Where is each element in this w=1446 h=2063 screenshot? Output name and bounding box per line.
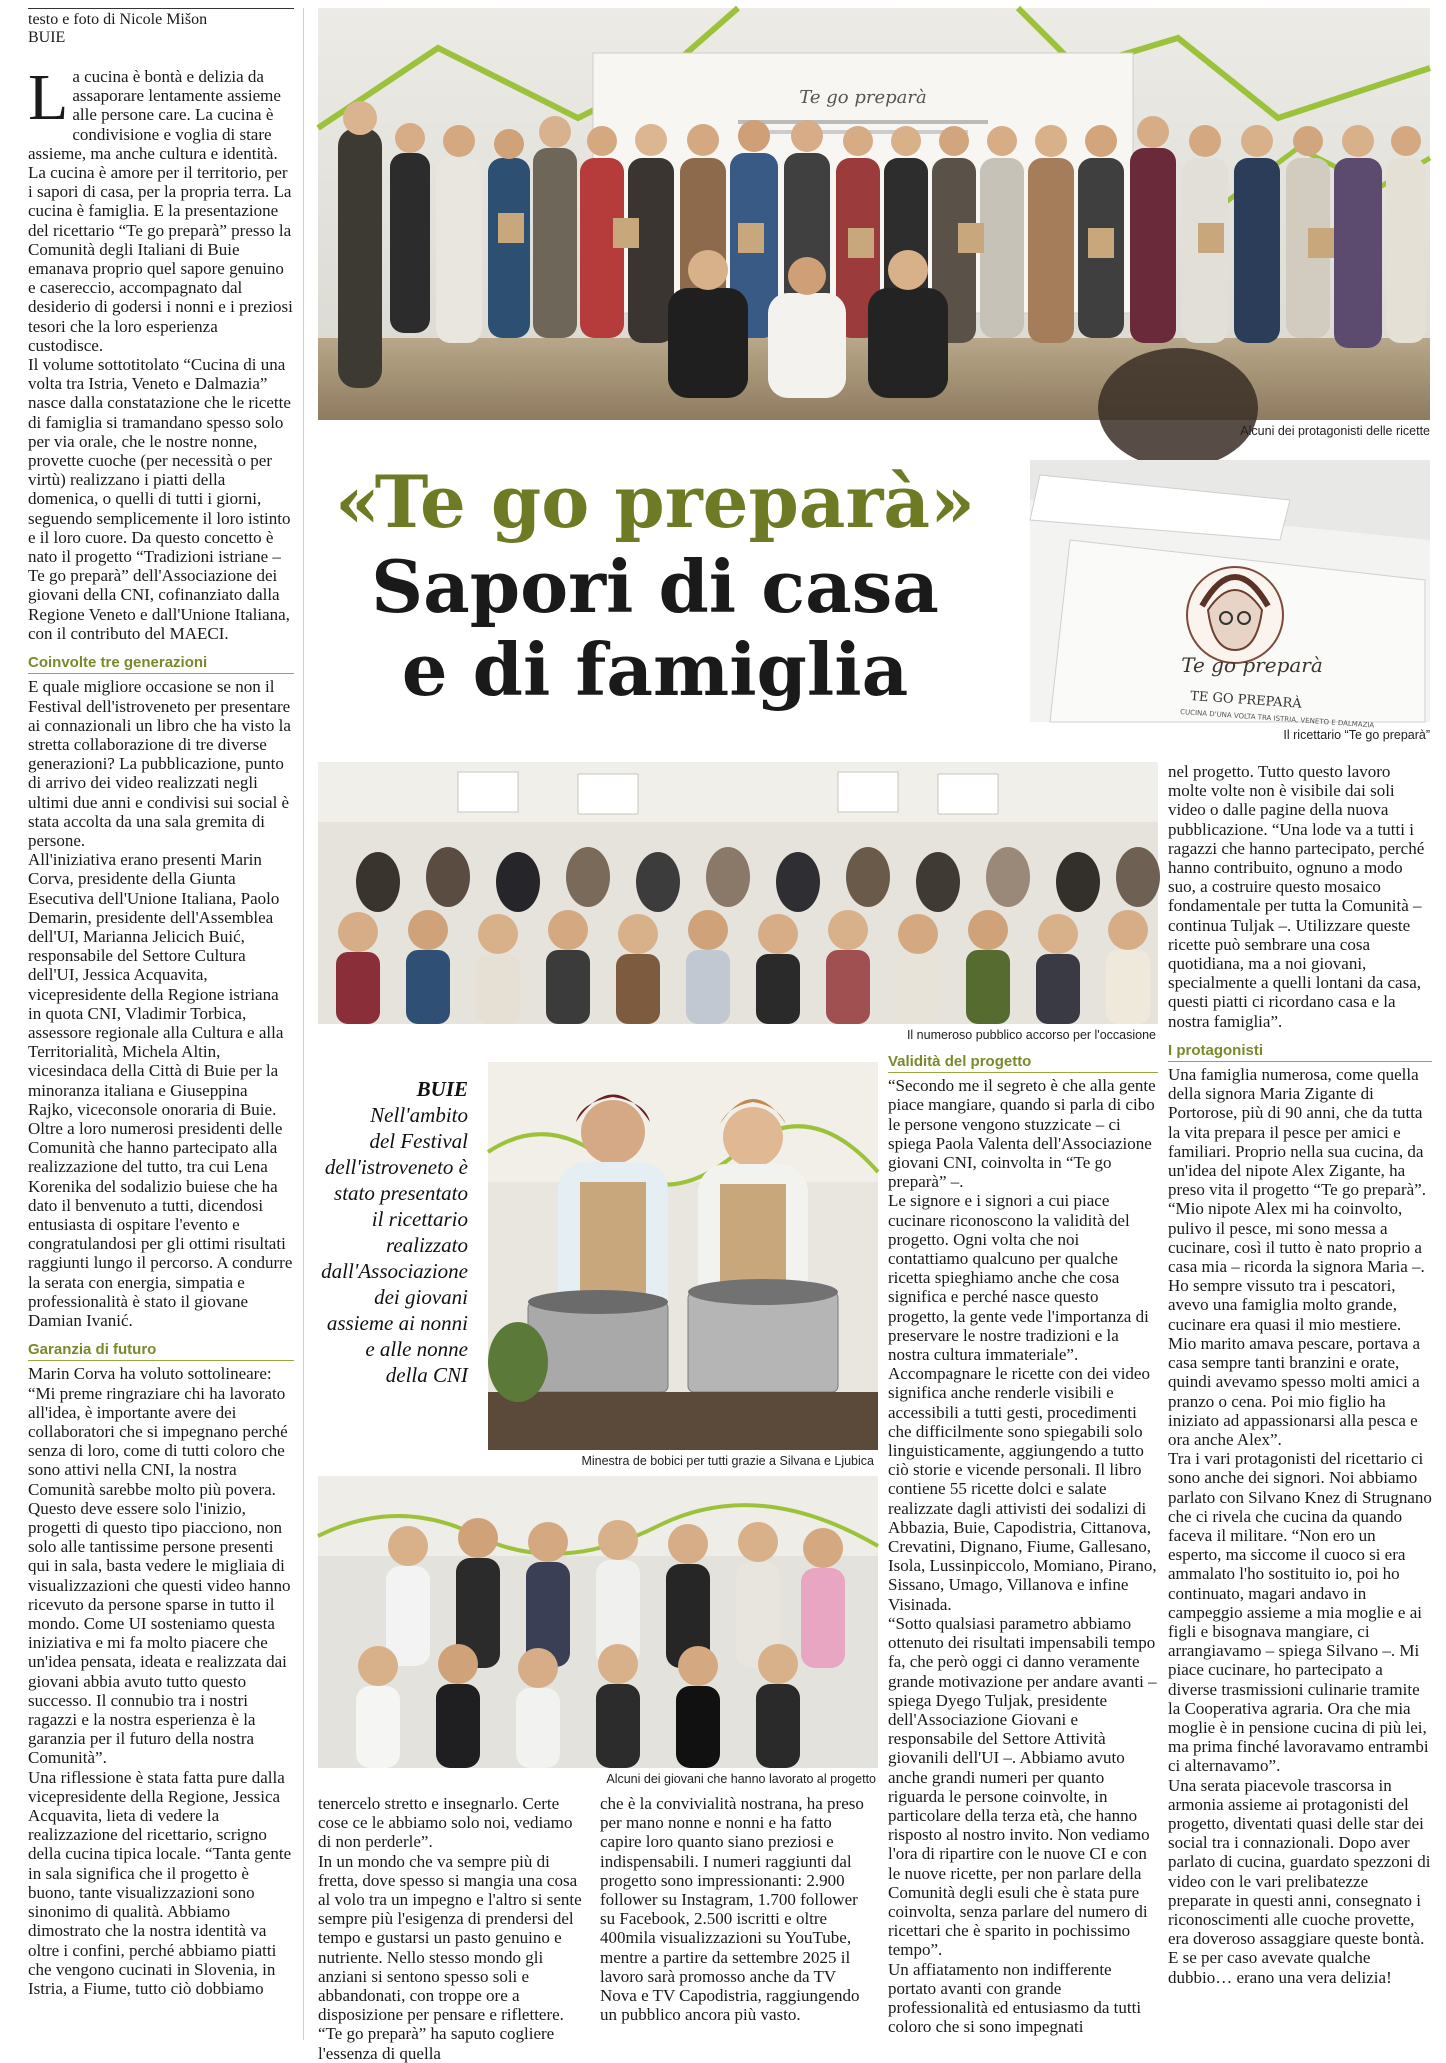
- lead-text: [318, 1076, 468, 1388]
- caption-audience: Il numeroso pubblico accorso per l'occasione: [906, 1028, 1156, 1042]
- paragraph: Marin Corva ha voluto sottolineare: “Mi preme ringraziare chi ha lavorato all'idea, è importante avere dei collaboratori che si impegnano perché senza di loro, come di tutti coloro che sono attivi nella CNI, la nostra Comunità sarebbe molto più povera. Questo deve essere solo l'inizio, progetti di questo tipo piacciono, non solo alle tantissime persone presenti qui in sala, basta vedere le migliaia di visualizzazioni che questi video hanno ricevuto da persone sparse in tutto il mondo. Come UI sosteniamo questa iniziativa e mi fa molto piacere che un'idea pensata, ideata e realizzata dai giovani abbia avuto tutto questo successo. Il connubio tra i nostri ragazzi e la nostra esperienza è la garanzia per il futuro della nostra Comunità”.: [28, 1364, 291, 1768]
- column-rule: [303, 8, 304, 2040]
- column-5: [1168, 762, 1432, 2040]
- byline: [28, 8, 294, 47]
- book-cover-image: [1030, 460, 1430, 730]
- column-4: [888, 1052, 1158, 2040]
- book-cover-title: Te go preparà: [1181, 653, 1323, 677]
- headline-line-1: Sapori di casa: [371, 544, 939, 629]
- headline-green: «Te go preparà»: [334, 459, 976, 544]
- caption-youth: Alcuni dei giovani che hanno lavorato al progetto: [606, 1772, 876, 1786]
- paragraph: che è la convivialità nostrana, ha preso per mano nonne e nonni e ha fatto capire loro quanto siano preziosi e indispensabili. I numeri raggiunti dal progetto sono impressionanti: 2.900 follower su Instagram, 1.700 follower su Facebook, 2.500 iscritti e oltre 400mila visualizzazioni su YouTube, mentre a partire da settembre 2025 il lavoro sarà promosso anche da TV Nova e TV Capodistria, raggiungendo un pubblico ancora più vasto.: [600, 1794, 864, 2025]
- lead-line: del Festival: [369, 1129, 468, 1153]
- paragraph: nel progetto. Tutto questo lavoro molte volte non è visibile dai soli video o dalle pagine della nuova pubblicazione. “Una lode va a tutti i ragazzi che hanno partecipato, perché hanno contribuito, ognuno a modo suo, a costruire questo mosaico fondamentale per tutta la Comunità – continua Tuljak –. Utilizzare queste ricette può sembrare una cosa quotidiana, ma a noi giovani, specialmente a quelli lontani da casa, questi piatti ci ricordano casa e la nostra famiglia”.: [1168, 762, 1425, 1031]
- paragraph: Una famiglia numerosa, come quella della signora Maria Zigante di Portorose, più di 90 anni, che da tutta la vita prepara il pesce per amici e familiari. Proprio nella sua cucina, da un'idea del nipote Alex Zigante, ha preso vita il progetto “Te go preparà”. “Mio nipote Alex mi ha coinvolto, pulivo il pesce, mi sono messa a cucinare, così il tutto è nato proprio a casa mia – ricorda la signora Maria –. Ho sempre vissuto tra i pescatori, avevo una famiglia molto grande, cucinare era quasi il mio mestiere. Mio marito amava pescare, portava a casa sempre tanti branzini e orate, quindi avevamo spesso molti amici a pranzo o cena. Poi mio figlio ha iniziato ad appassionarsi alla pesca e ora anche Alex”.: [1168, 1065, 1426, 1449]
- byline-text: testo e foto di Nicole Mišon: [28, 11, 208, 28]
- column-2: [318, 1794, 588, 2063]
- audience-image: [318, 762, 1158, 1024]
- photo-audience: [318, 762, 1158, 1024]
- caption-book: Il ricettario “Te go preparà”: [1283, 728, 1430, 742]
- paragraph: Accompagnare le ricette con dei video significa anche renderle visibili e accessibili a tutti gesti, procedimenti che difficilmente sono spiegabili solo linguisticamente, aggiungendo a tutto ciò storie e vicende personali. Il libro contiene 55 ricette dolci e salate realizzate dagli attivisti dei sodalizi di Abbazia, Buie, Capodistria, Cittanova, Crevatini, Dignano, Fiume, Gallesano, Isola, Lussinpiccolo, Momiano, Pirano, Sissano, Umago, Villanova e infine Visinada.: [888, 1364, 1157, 1614]
- subheading: Garanzia di futuro: [28, 1340, 294, 1361]
- paragraph: Una serata piacevole trascorsa in armonia assieme ai protagonisti del progetto, diventati quasi delle star dei social tra i connazionali. Dopo aver parlato di cucina, guardato spezzoni di video con le vari prelibatezze preparate in questi anni, consegnato i riconoscimenti alle cuoche provette, era doveroso assaggiare queste bontà. E se per caso avevate qualche dubbio… erano una vera delizia!: [1168, 1775, 1431, 1987]
- paragraph: Tra i vari protagonisti del ricettario ci sono anche dei signori. Noi abbiamo parlato con Silvano Knez di Strugnano che ci rivela che cucina da quando faceva il militare. “Non ero un esperto, ma siccome il cuoco si era ammalato l'ho sostituito io, poi ho continuato, magari andavo in campeggio assieme a mia moglie e ai figli e bisognava mangiare, ci arrangiavamo – spiega Silvano –. Mi piace cucinare, ho partecipato a diverse trasmissioni culinarie tramite la Cooperativa agraria. Ora che mia moglie è in pensione cucina di più lei, ma prima finché lavoravamo entrambi ci alternavamo”.: [1168, 1449, 1432, 1776]
- lead-line: della CNI: [385, 1363, 468, 1387]
- paragraph-text: a cucina è bontà e delizia da assaporare lentamente assieme alle persone care. La cucina è condivisione e voglia di stare assieme, ma anche cultura e identità. La cucina è amore per il territorio, per i sapori di casa, per la propria terra. La cucina è famiglia. E la presentazione del ricettario “Te go preparà” presso la Comunità degli Italiani di Buie emanava proprio quel sapore genuino e casereccio, accompagnato dal desiderio di godersi i nonni e i preziosi tesori che la loro esperienza custodisce.: [28, 67, 293, 355]
- lead-line: il ricettario: [371, 1207, 468, 1231]
- lead-line: assieme ai nonni: [326, 1311, 468, 1335]
- dateline: BUIE: [28, 29, 66, 46]
- paragraph: [28, 61, 294, 355]
- paragraph: “Sotto qualsiasi parametro abbiamo ottenuto dei risultati impensabili tempo fa, che però oggi ci danno veramente grande motivazione per andare avanti – spiega Dyego Tuljak, presidente dell'Associazione Giovani e responsabile del Settore Attività giovanili dell'UI –. Abbiamo avuto anche grandi numeri per quanto riguarda le persone coinvolte, in particolare della terza età, che hanno risposto al nostro invito. Non vediamo l'ora di ripartire con le nuove CI e con le nuove ricette, per non parlare della Comunità degli esuli che è stata pure coinvolta, senza parlare del numero di ricettari che è sparito in pochissimo tempo”.: [888, 1613, 1157, 1960]
- photo-cooking: [488, 1062, 878, 1450]
- group-photo-image: [318, 8, 1430, 420]
- column-3: [600, 1794, 874, 2040]
- lead-place: BUIE: [416, 1077, 468, 1101]
- lead-line: realizzato: [385, 1233, 468, 1257]
- subheading: Validità del progetto: [888, 1052, 1158, 1073]
- youth-image: [318, 1476, 878, 1768]
- book-spine-title: TE GO PREPARÀ: [1189, 689, 1303, 712]
- paragraph: E quale migliore occasione se non il Festival dell'istroveneto per presentare ai connazionali un libro che ha visto la stretta collaborazione di tre diverse generazioni? La pubblicazione, punto di arrivo dei video realizzati negli ultimi due anni e condivisi sui social è stata accolta da una sala gremita di persone.: [28, 677, 291, 850]
- paragraph: Il volume sottotitolato “Cucina di una volta tra Istria, Veneto e Dalmazia” nasce dalla constatazione che le ricette di famiglia si tramandano spesso solo per via orale, che le nostre nonne, provette cuoche (per necessità o per virtù) realizzano i piatti della domenica, o quelli di tutti i giorni, seguendo semplicemente il loro istinto e il loro cuore. Da questo concetto è nato il progetto “Tradizioni istriane – Te go preparà” dell'Associazione dei giovani della CNI, cofinanziato dalla Regione Veneto e dall'Unione Italiana, con il contributo del MAECI.: [28, 355, 291, 643]
- caption-cooking: Minestra de bobici per tutti grazie a Silvana e Ljubica: [581, 1454, 874, 1468]
- lead-line: Nell'ambito: [370, 1103, 468, 1127]
- cooking-image: [488, 1062, 878, 1450]
- paragraph: Le signore e i signori a cui piace cucinare riconoscono la validità del progetto. Ogni volta che noi contattiamo qualcuno per qualche ricetta spieghiamo anche che cosa significa e perché nasce questo progetto, la gente vede l'importanza di preservare le nostre tradizioni e la nostra cultura immateriale”.: [888, 1191, 1149, 1365]
- paragraph: Un affiatamento non indifferente portato avanti con grande professionalità ed entusiasmo da tutti coloro che si sono impegnati: [888, 1959, 1142, 2037]
- paragraph: tenercelo stretto e insegnarlo. Certe cose ce le abbiamo solo noi, vediamo di non perderle”.: [318, 1794, 573, 1852]
- column-1: [28, 8, 294, 2040]
- lead-line: dei giovani: [374, 1285, 468, 1309]
- drop-cap: L: [28, 61, 69, 134]
- caption-protagonists: Alcuni dei protagonisti delle ricette: [1240, 424, 1430, 438]
- book-spine-subtitle: CUCINA D'UNA VOLTA TRA ISTRIA, VENETO E DALMAZIA: [1179, 708, 1375, 730]
- paragraph: Una riflessione è stata fatta pure dalla vicepresidente della Regione, Jessica Acquavita, lieta di vedere la realizzazione del ricettario, scrigno della cucina tipica locale. “Tanta gente in sala significa che il progetto è buono, tante visualizzazioni sono sinonimo di qualità. Abbiamo dimostrato che la nostra identità va oltre i confini, perché abbiamo piatti che vengono cucinati in Slovenia, in Istria, a Fiume, tutto ciò dobbiamo: [28, 1767, 292, 1998]
- photo-protagonists: [318, 8, 1430, 420]
- paragraph: All'iniziativa erano presenti Marin Corva, presidente della Giunta Esecutiva dell'Unione Italiana, Paolo Demarin, presidente dell'Assemblea dell'UI, Marianna Jelicich Buić, responsabile del Settore Cultura dell'UI, Jessica Acquavita, vicepresidente della Regione istriana in quota CNI, Vladimir Torbica, assessore regionale alla Cultura e alla Territorialità, Michela Altin, vicesindaca della Città di Buie per la minoranza italiana e Giuseppina Rajko, viceconsole onoraria di Buie. Oltre a loro numerosi presidenti delle Comunità che hanno partecipato alla realizzazione del tutto, tra cui Lena Korenika del sodalizio buiese che ha dato il benvenuto a tutti, dicendosi entusiasta di ospitare l'evento e congratulandosi per gli ottimi risultati raggiunti lungo il percorso. A condurre la serata con energia, simpatia e professionalità è stato il giovane Damian Ivanić.: [28, 850, 293, 1330]
- paragraph: In un mondo che va sempre più di fretta, dove spesso si mangia una cosa al volo tra un impegno e l'altro si sente sempre più l'esigenza di prendersi del tempo e gustarsi un pasto genuino e nutriente. Nello stesso mondo gli anziani si sentono spesso soli e abbandonati, con troppe ore a disposizione per pensare e riflettere. “Te go preparà” ha saputo cogliere l'essenza di quella: [318, 1851, 582, 2063]
- lead-line: e alle nonne: [365, 1337, 468, 1361]
- photo-youth: [318, 1476, 878, 1768]
- headline-line-2: e di famiglia: [401, 627, 909, 712]
- lead-line: stato presentato: [334, 1181, 468, 1205]
- svg-text:Te go preparà: Te go preparà: [799, 87, 927, 108]
- subheading: Coinvolte tre generazioni: [28, 653, 294, 674]
- lead-line: dell'istroveneto è: [324, 1155, 468, 1179]
- lead-line: dall'Associazione: [321, 1259, 468, 1283]
- paragraph: “Secondo me il segreto è che alla gente piace mangiare, quando si parla di cibo le persone vengono stuzzicate – ci spiega Paola Valenta dell'Associazione giovani CNI, coinvolta in “Te go preparà” –.: [888, 1076, 1156, 1192]
- photo-book: [1030, 460, 1430, 730]
- subheading: I protagonisti: [1168, 1041, 1432, 1062]
